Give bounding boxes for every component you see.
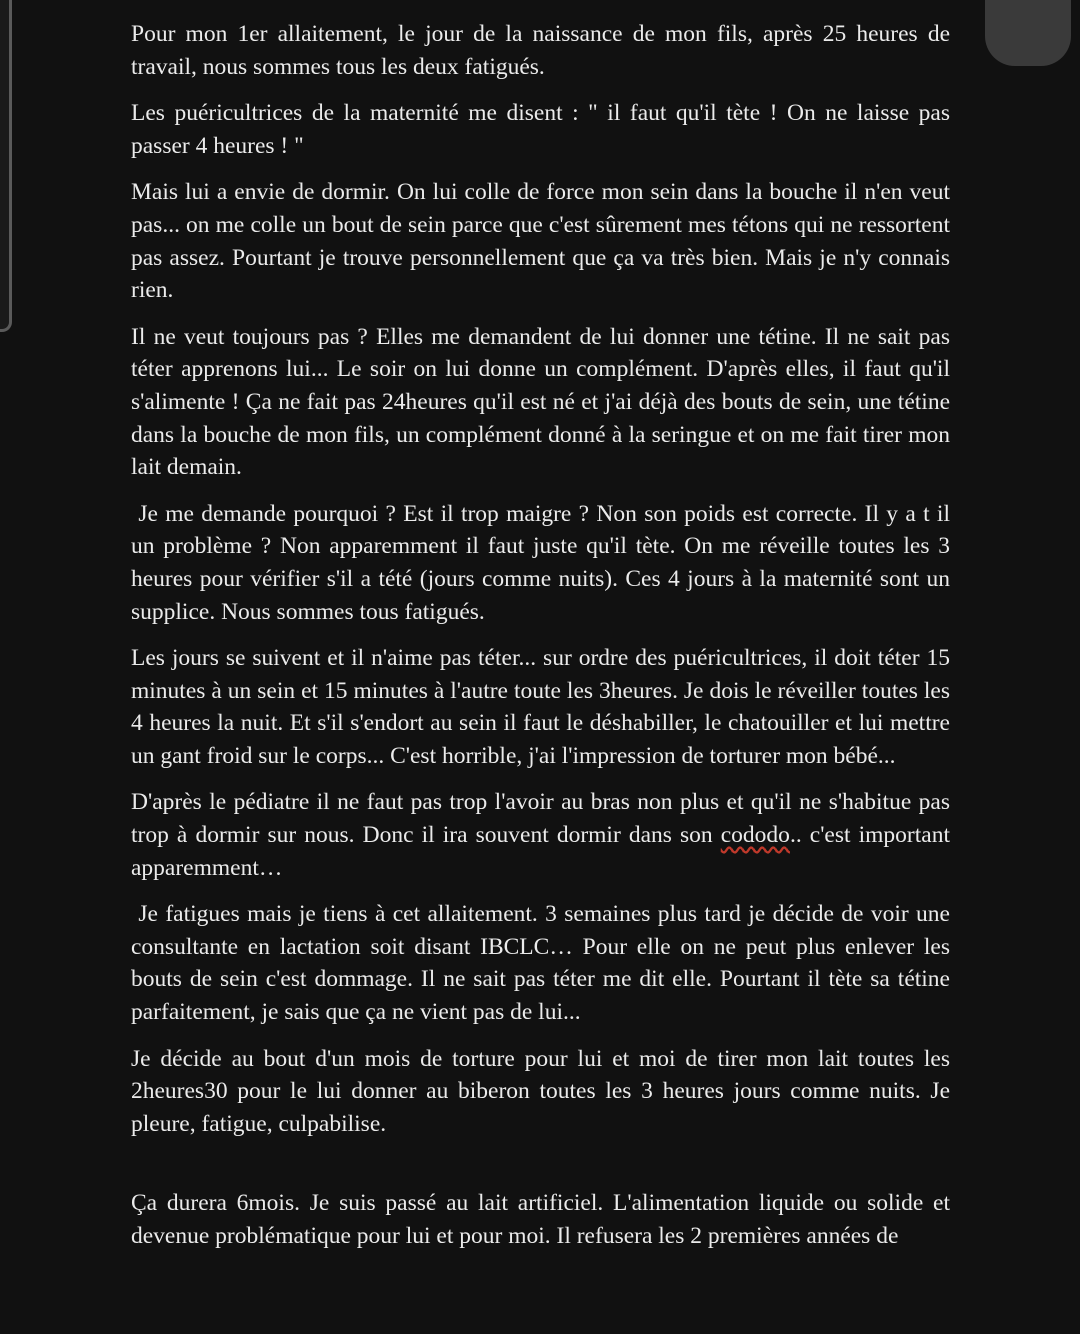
scrollbar-thumb[interactable] — [985, 0, 1071, 66]
paragraph-4: Il ne veut toujours pas ? Elles me demandent de lui donner une tétine. Il ne sait pas téter apprenons lui... Le soir on lui donne un complément. D'après elles, il faut qu'il s'alimente ! Ça ne fait pas 24heures qu'il est né et j'ai déjà des bouts de sein, une tétine dans la bouche de mon fils, un complément donné à la seringue et on me fait tirer mon lait demain. — [131, 323, 950, 481]
paragraph-10: Ça durera 6mois. Je suis passé au lait artificiel. L'alimentation liquide ou solide et devenue problématique pour lui et pour moi. Il refusera les 2 premières années de — [131, 1190, 950, 1249]
paragraph-2: Les puéricultrices de la maternité me disent : " il faut qu'il tète ! On ne laisse pas passer 4 heures ! " — [131, 100, 950, 159]
paragraph-6: Les jours se suivent et il n'aime pas téter... sur ordre des puéricultrices, il doit téter 15 minutes à un sein et 15 minutes à l'autre toute les 3heures. Je dois le réveiller toutes les 4 heures la nuit. Et s'il s'endort au sein il faut le déshabiller, le chatouiller et lui mettre un gant froid sur le corps... C'est horrible, j'ai l'impression de torturer mon bébé... — [131, 645, 950, 769]
document-body — [131, 18, 956, 1267]
paragraph-3: Mais lui a envie de dormir. On lui colle de force mon sein dans la bouche il n'en veut pas... on me colle un bout de sein parce que c'est sûrement mes tétons qui ne ressortent pas assez. Pourtant je trouve personnellement que ça va très bien. Mais je n'y connais rien. — [131, 179, 950, 304]
paragraph-8: Je fatigues mais je tiens à cet allaitement. 3 semaines plus tard je décide de voir une consultante en lactation soit disant IBCLC… Pour elle on ne peut plus enlever les bouts de sein c'est dommage. Il ne sait pas téter me dit elle. Pourtant il tète sa tétine parfaitement, je sais que ça ne vient pas de lui... — [131, 901, 956, 1026]
side-panel-edge — [0, 0, 12, 332]
paragraph-5: Je me demande pourquoi ? Est il trop maigre ? Non son poids est correcte. Il y a t il un problème ? Non apparemment il faut juste qu'il tète. On me réveille toutes les 3 heures pour vérifier s'il a tété (jours comme nuits). Ces 4 jours à la maternité sont un supplice. Nous sommes tous fatigués. — [131, 500, 956, 625]
paragraph-1: Pour mon 1er allaitement, le jour de la naissance de mon fils, après 25 heures de travail, nous sommes tous les deux fatigués. — [131, 21, 950, 80]
paragraph-7-text-start: D'après le pédiatre il ne faut pas trop l'avoir au bras non plus et qu'il ne s'habitue pas trop à dormir sur nous. Donc il ira souvent dormir dans son — [131, 789, 950, 849]
paragraph-9: Je décide au bout d'un mois de torture pour lui et moi de tirer mon lait toutes les 2heures30 pour le lui donner au biberon toutes les 3 heures jours comme nuits. Je pleure, fatigue, culpabilise. — [131, 1045, 950, 1137]
paragraph-7 — [131, 786, 950, 884]
paragraph-7-text-end: .. c'est important apparemment… — [131, 822, 950, 881]
misspelled-word[interactable]: cododo — [720, 822, 790, 849]
